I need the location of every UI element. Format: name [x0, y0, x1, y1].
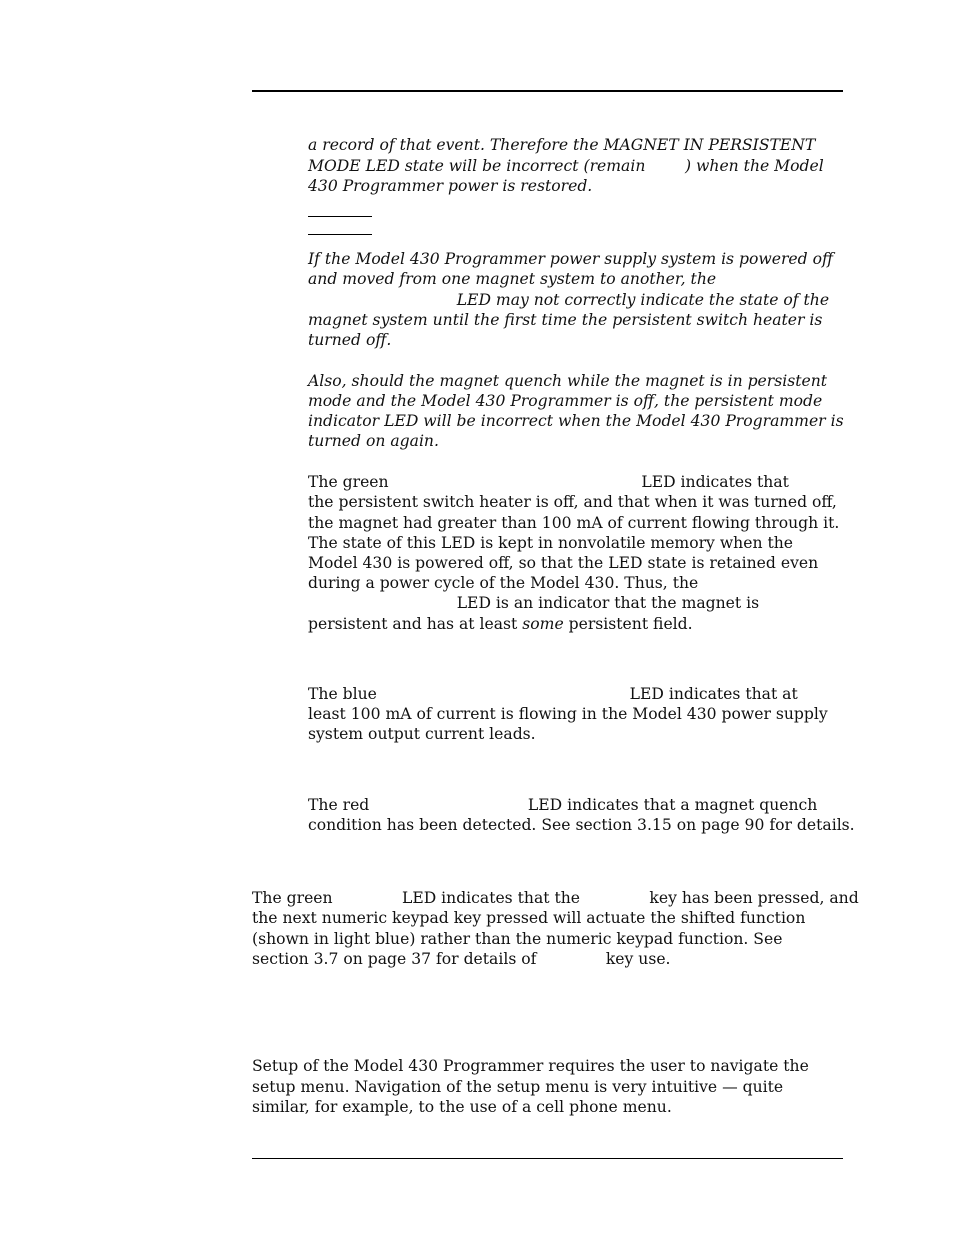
note-line: 430 Programmer power is restored. [308, 177, 593, 195]
note-line: Also, should the magnet quench while the magnet is in persistent [308, 372, 828, 390]
note-line: indicator LED will be incorrect when the Model 430 Programmer is [308, 412, 844, 430]
body-line: LED is an indicator that the magnet is [308, 594, 760, 612]
note-divider [308, 216, 372, 217]
note-line: LED may not correctly indicate the state of the [308, 291, 830, 309]
note-line: turned on again. [308, 432, 439, 450]
body-line: The blue LED indicates that at [308, 685, 798, 703]
body-line: Setup of the Model 430 Programmer requires the user to navigate the [252, 1057, 809, 1075]
header-rule [252, 90, 843, 92]
body-text: persistent and has at least [308, 615, 523, 633]
body-text: persistent field. [563, 615, 693, 633]
body-line: section 3.7 on page 37 for details of key use. [252, 950, 671, 968]
note-line: a record of that event. Therefore the MAGNET IN PERSISTENT [308, 136, 816, 154]
note-line: turned off. [308, 331, 392, 349]
body-line: during a power cycle of the Model 430. Thus, the [308, 574, 699, 592]
note-line: and moved from one magnet system to another, the [308, 270, 717, 288]
note-line: If the Model 430 Programmer power supply system is powered off [308, 250, 834, 268]
note-line: MODE LED state will be incorrect (remain ) when the Model [308, 157, 824, 175]
body-line: the magnet had greater than 100 mA of current flowing through it. [308, 514, 840, 532]
body-line: the persistent switch heater is off, and that when it was turned off, [308, 493, 837, 511]
body-line: condition has been detected. See section 3.15 on page 90 for details. [308, 816, 855, 834]
note-divider [308, 234, 372, 235]
body-line: The state of this LED is kept in nonvolatile memory when the [308, 534, 793, 552]
body-line [308, 614, 693, 634]
body-line: the next numeric keypad key pressed will actuate the shifted function [252, 909, 806, 927]
footer-rule [252, 1158, 843, 1159]
body-line: The green LED indicates that [308, 473, 789, 491]
body-line: least 100 mA of current is flowing in the Model 430 power supply [308, 705, 828, 723]
body-line: The red LED indicates that a magnet quench [308, 796, 818, 814]
body-line: (shown in light blue) rather than the numeric keypad function. See [252, 930, 783, 948]
body-line: Model 430 is powered off, so that the LED state is retained even [308, 554, 819, 572]
body-line: system output current leads. [308, 725, 536, 743]
note-line: mode and the Model 430 Programmer is off, the persistent mode [308, 392, 823, 410]
emphasis-text: some [522, 615, 564, 633]
body-line: setup menu. Navigation of the setup menu is very intuitive — quite [252, 1078, 784, 1096]
note-line: magnet system until the first time the persistent switch heater is [308, 311, 823, 329]
body-line: The green LED indicates that the key has been pressed, and [252, 889, 859, 907]
body-line: similar, for example, to the use of a cell phone menu. [252, 1098, 672, 1116]
